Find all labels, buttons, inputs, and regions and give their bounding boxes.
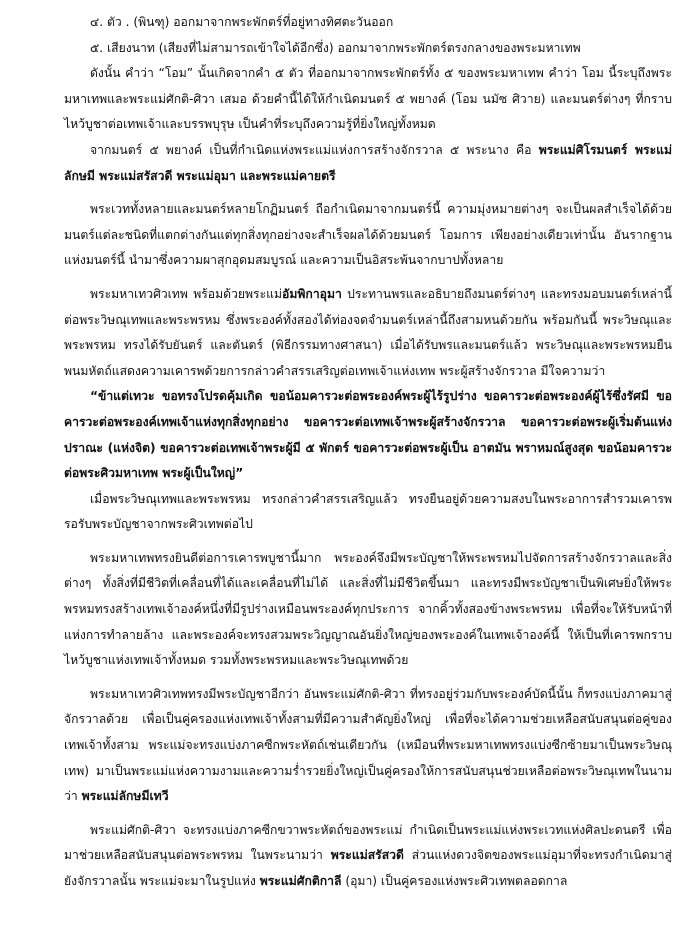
paragraph-mantras: พระเวททั้งหลายและมนตร์หลายโกฏิมนตร์ ถือกำเนิดมาจากมนตร์นี้ ความมุ่งหมายต่างๆ จะเป็นผลสำเร็จได้ด้วยมนตร์แต่ละชนิดที่แตกต่างกันแต่ทุกสิ่งทุกอย่างจะสำเร็จผลได้ด้วยมนตร์ โอมการ เพียงอย่างเดียวเท่านั้น อันรากฐานแห่งมนตร์นี้ นำมาซึ่งความผาสุกอุดมสมบูรณ์ และความเป็นอิสระพ้นจากบาปทั้งหลาย bbox=[64, 202, 672, 268]
paragraph-five-syllables: จากมนตร์ ๕ พยางค์ เป็นที่กำเนิดแห่งพระแม่แห่งการสร้างจักรวาล ๕ พระนาง คือ พระแม่ศิโรมนตร์ พระแม่ลักษมี พระแม่สรัสวดี พระแม่อุมา และพระแม่คายตรี bbox=[64, 142, 673, 183]
paragraph-shiva: พระมหาเทวศิวเทพ พร้อมด้วยพระแม่อัมพิกาอุมา ประทานพรและอธิบายถึงมนตร์ต่างๆ และทรงมอบมนตร์เหล่านี้ต่อพระวิษณุเทพและพระพรหม ซึ่งพระองค์ทั้งสองได้ท่องจดจำมนตร์เหล่านี้ถึงสามหนด้วยกัน พร้อมกันนี้ พระวิษณุและพระพรหม ทรงได้รับยันตร์ และตันตร์ (พิธีกรรมทางศาสนา) เมื่อได้รับพรและมนตร์แล้ว พระวิษณุและพระพรหมยืนพนมหัตถ์แสดงความเคารพด้วยการกล่าวคำสรรเสริญต่อเทพเจ้าแห่งเทพ พระผู้สร้างจักรวาล มีใจความว่า bbox=[64, 286, 672, 378]
shaktikali-bold: พระแม่ศักติกาลี bbox=[259, 874, 342, 888]
paragraph-om: ดังนั้น คำว่า “โอม” นั้นเกิดจากคำ ๕ ตัว ที่ออกมาจากพระพักตร์ทั้ง ๕ ของพระมหาเทพ คำว่า โอม นี้ระบุถึงพระมหาเทพและพระแม่ศักติ-ศิวา เสมอ ด้วยคำนี้ได้ให้กำเนิดมนตร์ ๕ พยางค์ (โอม นมัซ ศิวาย) และมนตร์ต่างๆ ที่กราบไหว้บูชาต่อเทพเจ้าและบรรพบุรุษ เป็นคำที่ระบุถึงความรู้ที่ยิ่งใหญ่ทั้งหมด bbox=[64, 66, 672, 132]
goddess-names-bold: พระแม่ศิโรมนตร์ พระแม่ลักษมี พระแม่สรัสวดี พระแม่อุมา และพระแม่คายตรี bbox=[64, 142, 673, 183]
saraswati-bold: พระแม่สรัสวดี bbox=[330, 848, 404, 863]
paragraph-creation: พระมหาเทพทรงยินดีต่อการเคารพบูชานี้มาก พระองค์จึงมีพระบัญชาให้พระพรหมไปจัดการสร้างจักรวาลและสิ่งต่างๆ ทั้งสิ่งที่มีชีวิตที่เคลื่อนที่ได้และเคลื่อนที่ไม่ได้ และสิ่งที่ไม่มีชีวิตขึ้นมา และทรงมีพระบัญชาเป็นพิเศษยิ่งให้พระพรหมทรงสร้างเทพเจ้าองค์หนึ่งที่มีรูปร่างเหมือนพระองค์ทุกประการ จากคิ้วทั้งสองข้างพระพรหม เพื่อที่จะให้รับหน้าที่แห่งการทำลายล้าง และพระองค์จะทรงสวมพระวิญญาณอันยิ่งใหญ่ของพระองค์ในเทพเจ้าองค์นี้ ให้เป็นที่เคารพกราบไหว้บูชาแห่งเทพเจ้าทั้งหมด รวมทั้งพระพรหมและพระวิษณุเทพด้วย bbox=[64, 550, 672, 668]
prayer-quote: “ข้าแต่เทวะ ขอทรงโปรดคุ้มเกิด ขอน้อมคารวะต่อพระองค์พระผู้ไร้รูปร่าง ขอคารวะต่อพระองค์ผู้ไร้ซึ่งรัศมี ขอคารวะต่อพระองค์เทพเจ้าแห่งทุกสิ่งทุกอย่าง ขอคารวะต่อเทพเจ้าพระผู้สร้างจักรวาล ขอคารวะต่อพระผู้เริ่มต้นแห่ง ปราณะ (แห่งจิต) ขอคารวะต่อเทพเจ้าพระผู้มี ๕ พักตร์ ขอคารวะต่อพระผู้เป็น อาตมัน พราหมณ์สูงสุด ขอน้อมคารวะต่อพระศิวมหาเทพ พระผู้เป็นใหญ่” bbox=[64, 389, 672, 481]
list-item-4: ๔. ตัว . (พินฑุ) ออกมาจากพระพักตร์ที่อยู่ทางทิศตะวันออก bbox=[90, 15, 394, 29]
lakshmi-bold: พระแม่ลักษมีเทวี bbox=[81, 789, 169, 804]
paragraph-saraswati: พระแม่ศักติ-ศิวา จะทรงแบ่งภาคซีกขวาพระหัตถ์ของพระแม่ กำเนิดเป็นพระแม่แห่งพระเวทแห่งศิลปะดนตรี เพื่อมาช่วยเหลือสนับสนุนต่อพระพรหม ในพระนามว่า พระแม่สรัสวดี ส่วนแห่งดวงจิตของพระแม่อุมาที่จะทรงกำเนิดมาสู่ยังจักรวาลนั้น พระแม่จะมาในรูปแห่ง พระแม่ศักติกาลี (อุมา) เป็นคู่ครองแห่งพระศิวเทพตลอดกาล bbox=[64, 822, 672, 888]
paragraph-lakshmi: พระมหาเทวศิวเทพทรงมีพระบัญชาอีกว่า อันพระแม่ศักติ-ศิวา ที่ทรงอยู่ร่วมกับพระองค์บัดนี้นั้น ก็ทรงแบ่งภาคมาสู่จักรวาลด้วย เพื่อเป็นคู่ครองแห่งเทพเจ้าทั้งสามที่มีความสำคัญยิ่งใหญ่ เพื่อที่จะได้ความช่วยเหลือสนับสนุนต่อคู่ของเทพเจ้าทั้งสาม พระแม่จะทรงแบ่งภาคซีกพระหัตถ์เช่นเดียวกัน (เหมือนที่พระมหาเทพทรงแบ่งซีกซ้ายมาเป็นพระวิษณุเทพ) มาเป็นพระแม่แห่งความงามและความร่ำรวยยิ่งใหญ่เป็นคู่ครองให้การสนับสนุนช่วยเหลือต่อพระวิษณุเทพในนามว่า พระแม่ลักษมีเทวี bbox=[64, 686, 672, 804]
ambika-uma-bold: อัมพิกาอุมา bbox=[282, 286, 342, 301]
list-item-5: ๕. เสียงนาท (เสียงที่ไม่สามารถเข้าใจได้อีกซึ่ง) ออกมาจากพระพักตร์ตรงกลางของพระมหาเทพ bbox=[90, 40, 581, 55]
paragraph-vishnu-brahma: เมื่อพระวิษณุเทพและพระพรหม ทรงกล่าวคำสรรเสริญแล้ว ทรงยืนอยู่ด้วยความสงบในพระอาการสำรวมเคารพ รอรับพระบัญชาจากพระศิวเทพต่อไป bbox=[64, 491, 672, 532]
